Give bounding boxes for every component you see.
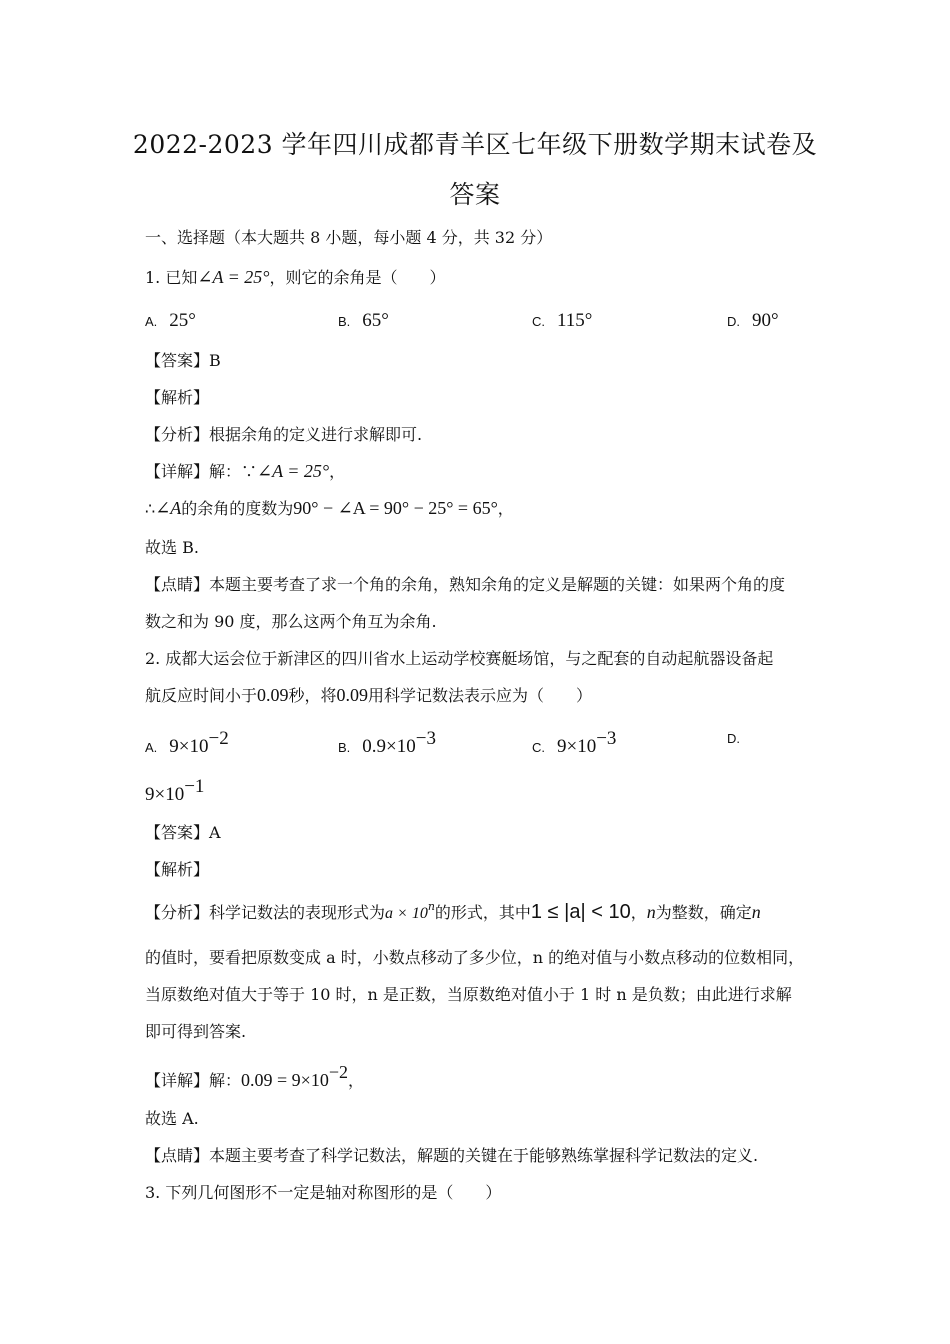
q1-dianjing-2: 数之和为 90 度，那么这两个角互为余角. <box>145 612 437 631</box>
q1-suffix: ，则它的余角是（ ） <box>269 268 446 287</box>
q2-option-b: B. $0.9\times 10^{-3}$ <box>338 728 436 757</box>
section-heading: 一、选择题（本大题共 8 小题，每小题 4 分，共 32 分） <box>145 228 553 247</box>
q1-option-b: B. 65° <box>338 310 389 331</box>
q2-fenxi-line-3: 当原数绝对值大于等于 10 时，n 是正数，当原数绝对值小于 1 时 n 是负数；由此进行求解 <box>145 985 792 1004</box>
q2-option-a: A. $9\times 10^{-2}$ <box>145 728 229 757</box>
q1-option-a: A. 25° <box>145 310 196 331</box>
q1-expr: ∠A = 25° <box>197 267 270 287</box>
q2-answer: 【答案】A <box>145 823 221 842</box>
q2-fenxi: 【分析】科学记数法的表现形式为$a \times 10^n$的形式，其中1 ≤ |a| < 10，n为整数，确定n <box>145 900 761 923</box>
document-title-line-1: 2022-2023 学年四川成都青羊区七年级下册数学期末试卷及 <box>132 130 818 159</box>
q2-option-c: C. $9\times 10^{-3}$ <box>532 728 617 757</box>
q2-guxuan: 故选 A. <box>145 1109 199 1128</box>
q1-fenxi: 【分析】根据余角的定义进行求解即可. <box>145 425 423 444</box>
q1-therefore: ∴∠A的余角的度数为90° − ∠A = 90° − 25° = 65°， <box>145 498 514 518</box>
question-2-line-2: 航反应时间小于0.09秒，将0.09用科学记数法表示应为（ ） <box>145 685 593 705</box>
q2-option-d-value: $9\times 10^{-1}$ <box>145 776 205 805</box>
question-1 <box>145 265 445 288</box>
q2-fenxi-line-4: 即可得到答案. <box>145 1022 247 1041</box>
q2-jiexi: 【解析】 <box>145 860 210 879</box>
q2-dianjing: 【点睛】本题主要考查了科学记数法，解题的关键在于能够熟练掌握科学记数法的定义. <box>145 1146 759 1165</box>
q1-xiangjie: 【详解】解：∵∠A = 25°， <box>145 461 346 481</box>
document-title-line-2: 答案 <box>449 180 501 209</box>
q1-dianjing-1: 【点睛】本题主要考查了求一个角的余角，熟知余角的定义是解题的关键：如果两个角的度 <box>145 575 786 594</box>
q2-option-d-label: D. <box>727 731 740 746</box>
q1-answer: 【答案】B <box>145 351 221 370</box>
question-2-line-1: 2. 成都大运会位于新津区的四川省水上运动学校赛艇场馆，与之配套的自动起航器设备起 <box>145 649 774 668</box>
q1-guxuan: 故选 B. <box>145 538 199 557</box>
question-3-line-1: 3. 下列几何图形不一定是轴对称图形的是（ ） <box>145 1183 502 1202</box>
q1-option-c: C. 115° <box>532 310 593 331</box>
q2-fenxi-line-2: 的值时，要看把原数变成 a 时，小数点移动了多少位，n 的绝对值与小数点移动的位数相同， <box>145 948 805 967</box>
q1-jiexi: 【解析】 <box>145 388 210 407</box>
q1-option-d: D. 90° <box>727 310 779 331</box>
q2-xiangjie: 【详解】解：$0.09 = 9\times 10^{-2}$， <box>145 1062 364 1090</box>
q1-prefix: 1. 已知 <box>145 268 198 287</box>
